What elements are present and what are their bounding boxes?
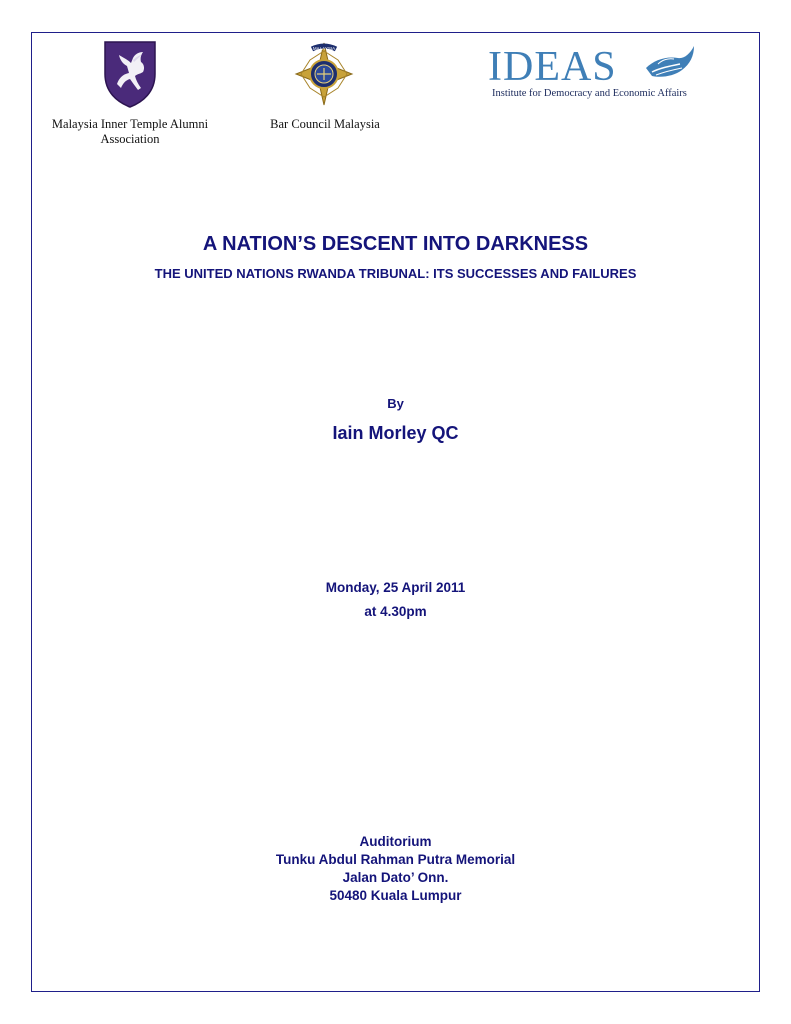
venue-name: Auditorium: [359, 834, 432, 849]
speaker-name: Iain Morley QC: [332, 423, 459, 443]
emblem-text: MALAYSIA: [312, 46, 336, 51]
ideas-logo-icon: [488, 42, 698, 102]
event-date: Monday, 25 April 2011: [325, 580, 466, 595]
venue-city: 50480 Kuala Lumpur: [329, 888, 462, 903]
ideas-wordmark: IDEAS: [488, 44, 617, 90]
pegasus-shield-icon: [103, 40, 157, 108]
ideas-bird-icon: [644, 42, 696, 86]
ideas-tagline: Institute for Democracy and Economic Affairs: [492, 88, 687, 99]
bar-council-emblem-icon: [292, 41, 356, 107]
main-title: A NATION’S DESCENT INTO DARKNESS: [202, 233, 589, 255]
by-label: By: [387, 396, 404, 411]
inner-temple-caption-line1: Malaysia Inner Temple Alumni: [51, 117, 209, 131]
venue-building: Tunku Abdul Rahman Putra Memorial: [275, 852, 516, 867]
event-time: at 4.30pm: [364, 604, 427, 619]
subtitle: THE UNITED NATIONS RWANDA TRIBUNAL: ITS SUCCESSES AND FAILURES: [154, 266, 637, 281]
bar-council-caption: Bar Council Malaysia: [270, 117, 380, 131]
inner-temple-caption-line2: Association: [100, 132, 160, 146]
venue-street: Jalan Dato’ Onn.: [342, 870, 449, 885]
inner-temple-caption: [40, 117, 220, 147]
